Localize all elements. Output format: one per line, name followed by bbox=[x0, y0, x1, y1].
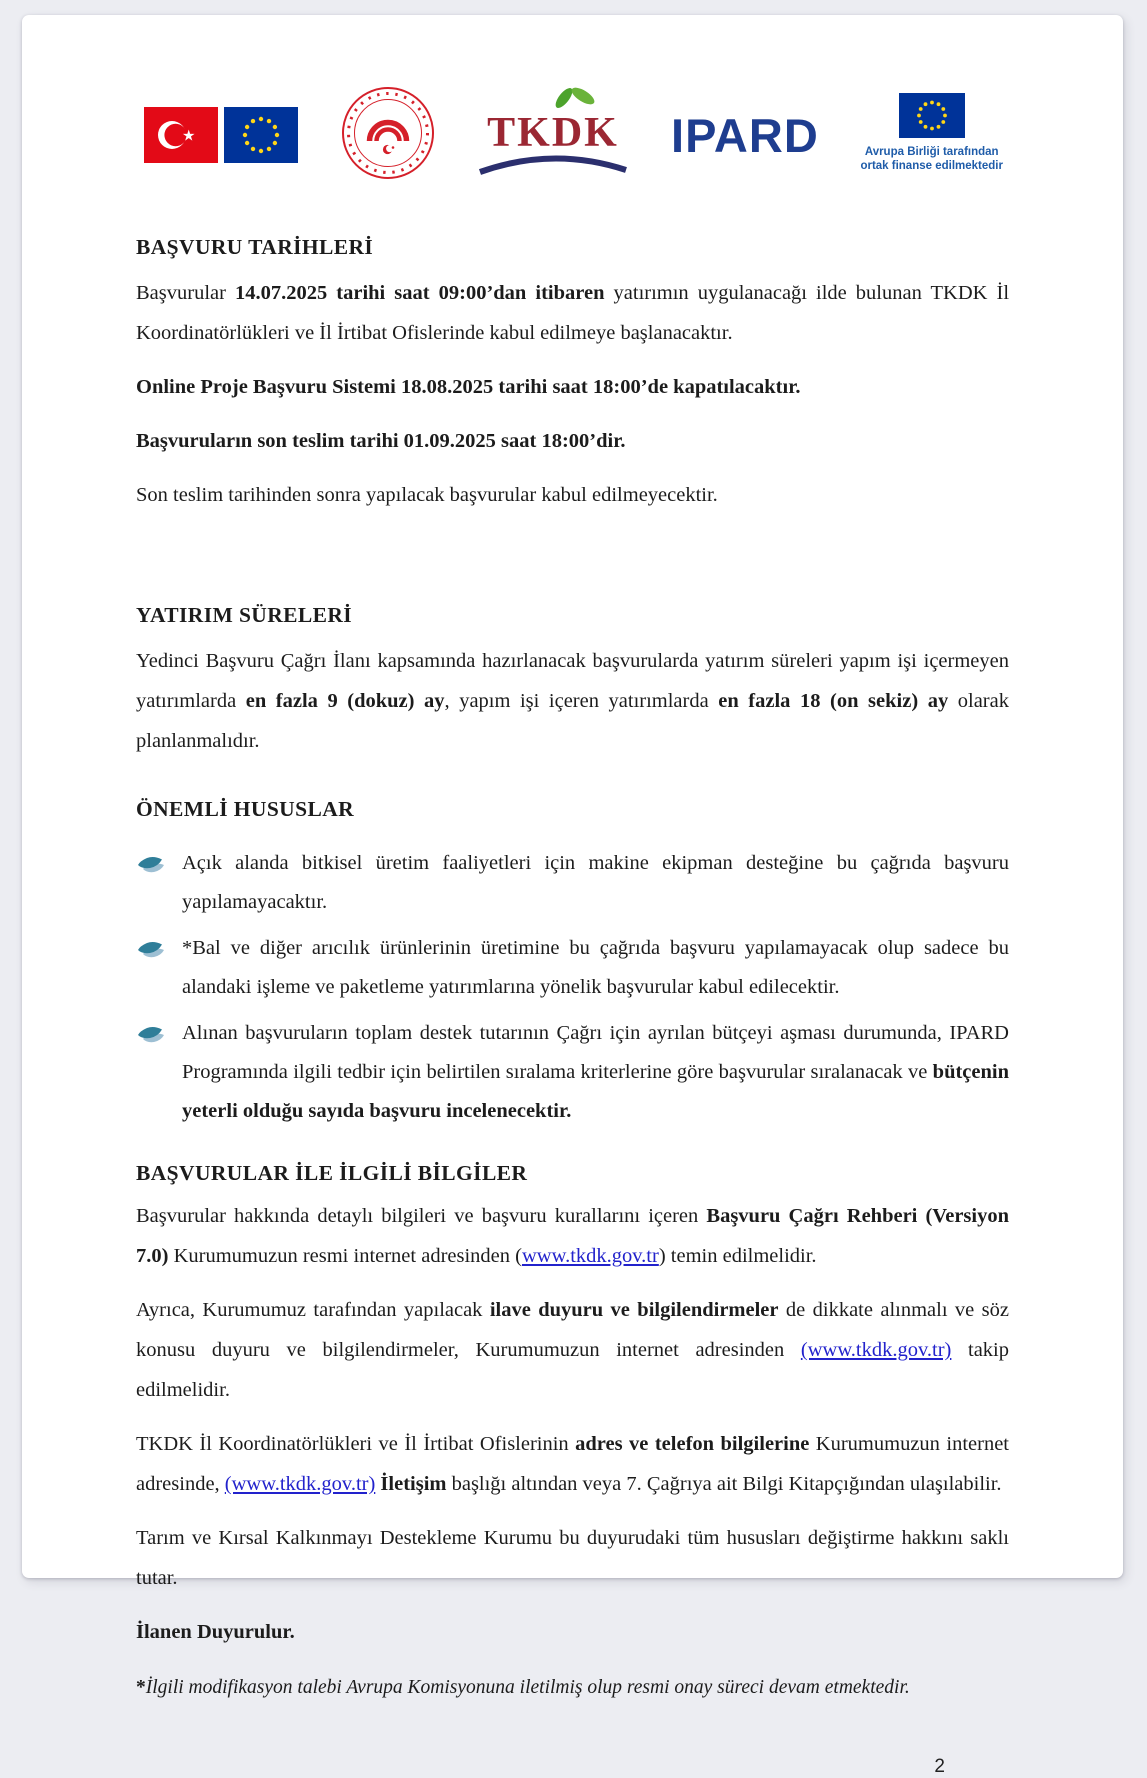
text-run: TKDK İl Koordinatörlükleri ve İl İrtibat Ofislerinin bbox=[136, 1433, 576, 1455]
text-run: de dikkate alınmalı ve söz konusu duyuru ve bilgilendirmeler, Kurumumuzun internet adresinden bbox=[136, 1299, 1009, 1361]
text-run-bold: ilave duyuru ve bilgilendirmeler bbox=[489, 1299, 779, 1321]
document-page bbox=[22, 15, 1123, 1777]
leaf-bullet-icon bbox=[136, 929, 182, 1007]
list-item bbox=[136, 1014, 1009, 1131]
text-run: Başvurular hakkında detaylı bilgileri ve başvuru kurallarını içeren bbox=[136, 1205, 707, 1227]
paragraph bbox=[136, 367, 1009, 407]
tkdk-logo bbox=[477, 84, 629, 187]
paragraph bbox=[136, 273, 1009, 353]
text-run: yatırımın uygulanacağı ilde bulunan TKDK İl Koordinatörlükleri ve İl İrtibat Ofislerinde kabul edilmeye başlanacaktır. bbox=[136, 282, 1010, 344]
text-run-bold: Başvuruların son teslim tarihi 01.09.2025 saat 18:00’dir. bbox=[136, 430, 626, 452]
text-run-bold: Online Proje Başvuru Sistemi 18.08.2025 tarihi saat 18:00’de kapatılacaktır. bbox=[136, 376, 801, 398]
list-item bbox=[136, 844, 1009, 922]
text-run-bold: adres ve telefon bilgilerine bbox=[575, 1433, 810, 1455]
eu-cofinance-logo bbox=[860, 93, 1003, 173]
page-number: 2 bbox=[934, 1756, 945, 1777]
eu-flag-icon bbox=[899, 93, 965, 138]
turkey-eu-flags bbox=[144, 107, 298, 163]
text-run-bold: İletişim bbox=[380, 1473, 447, 1495]
turkish-flag-icon bbox=[144, 107, 218, 163]
bullet-text bbox=[182, 1014, 1009, 1131]
text-run-bold: bütçenin yeterli olduğu sayıda başvuru incelenecektir. bbox=[182, 1061, 1009, 1122]
text-run: takip edilmelidir. bbox=[136, 1339, 1009, 1401]
text-run-bold: en fazla 9 (dokuz) ay bbox=[245, 690, 445, 712]
text-run: Kurumumuzun resmi internet adresinden ( bbox=[168, 1245, 522, 1267]
section-heading-yatirim-sureleri: YATIRIM SÜRELERİ bbox=[136, 603, 353, 627]
text-run-bold: en fazla 18 (on sekiz) ay bbox=[718, 690, 949, 712]
footnote-text: İlgili modifikasyon talebi Avrupa Komisyonuna iletilmiş olup resmi onay süreci devam etmektedir. bbox=[145, 1677, 910, 1698]
text-run-bold: Başvuru Çağrı Rehberi (Versiyon 7.0) bbox=[136, 1205, 1009, 1267]
text-run: Yedinci Başvuru Çağrı İlanı kapsamında hazırlanacak başvurularda yatırım süreleri yapım işi içermeyen yatırımlarda bbox=[136, 650, 1009, 712]
leaf-bullet-icon bbox=[136, 1014, 182, 1131]
logo-header bbox=[136, 85, 1009, 185]
paragraph: Tarım ve Kırsal Kalkınmayı Destekleme Kurumu bu duyurudaki tüm hususları değiştirme hakkını saklı tutar. bbox=[136, 1527, 1009, 1589]
leaf-bullet-icon bbox=[136, 844, 182, 922]
paragraph bbox=[136, 1290, 1009, 1410]
tkdk-logo-text: TKDK bbox=[487, 109, 620, 156]
text-run: olarak planlanmalıdır. bbox=[136, 690, 1009, 752]
text-run: Başvurular bbox=[136, 282, 235, 304]
ministry-seal-icon bbox=[340, 85, 436, 186]
paragraph bbox=[136, 421, 1009, 461]
eu-caption-line2: ortak finanse edilmektedir bbox=[860, 160, 1003, 172]
section-heading-basvuru-tarihleri: BAŞVURU TARİHLERİ bbox=[136, 235, 374, 259]
text-run-bold: İlanen Duyurulur. bbox=[136, 1621, 295, 1643]
tkdk-swoosh bbox=[480, 158, 626, 172]
text-run: başlığı altından veya 7. Çağrıya ait Bilgi Kitapçığından ulaşılabilir. bbox=[446, 1473, 1002, 1495]
leaf-icon bbox=[569, 84, 597, 107]
paragraph bbox=[136, 1196, 1009, 1276]
tkdk-website-link[interactable]: (www.tkdk.gov.tr) bbox=[800, 1339, 952, 1361]
footnote-asterisk: * bbox=[136, 1677, 146, 1698]
text-run: Ayrıca, Kurumumuz tarafından yapılacak bbox=[136, 1299, 490, 1321]
eu-flag-icon bbox=[224, 107, 298, 163]
svg-text:★: ★ bbox=[182, 128, 196, 145]
text-run: ) temin edilmelidir. bbox=[658, 1245, 817, 1267]
text-run: , yapım işi içeren yatırımlarda bbox=[444, 690, 719, 712]
text-run-bold: 14.07.2025 tarihi saat 09:00’dan itibaren bbox=[235, 282, 605, 304]
bullet-text: Açık alanda bitkisel üretim faaliyetleri için makine ekipman desteğine bu çağrıda başvuru yapılamayacaktır. bbox=[182, 852, 1009, 913]
tkdk-website-link[interactable]: (www.tkdk.gov.tr) bbox=[224, 1473, 376, 1495]
important-points-list bbox=[136, 844, 1009, 1131]
footnote bbox=[136, 1672, 1009, 1704]
paragraph bbox=[136, 641, 1009, 761]
section-heading-basvurular-bilgiler: BAŞVURULAR İLE İLGİLİ BİLGİLER bbox=[136, 1161, 528, 1185]
paragraph bbox=[136, 1612, 1009, 1652]
text-run: Alınan başvuruların toplam destek tutarının Çağrı için ayrılan bütçeyi aşması durumunda, IPARD Programında ilgili tedbir için belirtilen sıralama kriterlerine göre başvurular sıralanacak ve bbox=[182, 1022, 1009, 1083]
bullet-text: *Bal ve diğer arıcılık ürünlerinin üretimine bu çağrıda başvuru yapılamayacak olup sadece bu alandaki işleme ve paketleme yatırımlarına yönelik başvurular kabul edilecektir. bbox=[182, 937, 1009, 998]
paragraph: Son teslim tarihinden sonra yapılacak başvurular kabul edilmeyecektir. bbox=[136, 484, 718, 506]
text-run: Kurumumuzun internet adresinde, bbox=[136, 1433, 1009, 1495]
section-heading-onemli-hususlar: ÖNEMLİ HUSUSLAR bbox=[136, 797, 355, 821]
paragraph bbox=[136, 1424, 1009, 1504]
list-item bbox=[136, 929, 1009, 1007]
eu-caption-line1: Avrupa Birliği tarafından bbox=[864, 146, 999, 158]
tkdk-website-link[interactable]: www.tkdk.gov.tr bbox=[521, 1245, 659, 1267]
ipard-logo: IPARD bbox=[671, 108, 819, 162]
